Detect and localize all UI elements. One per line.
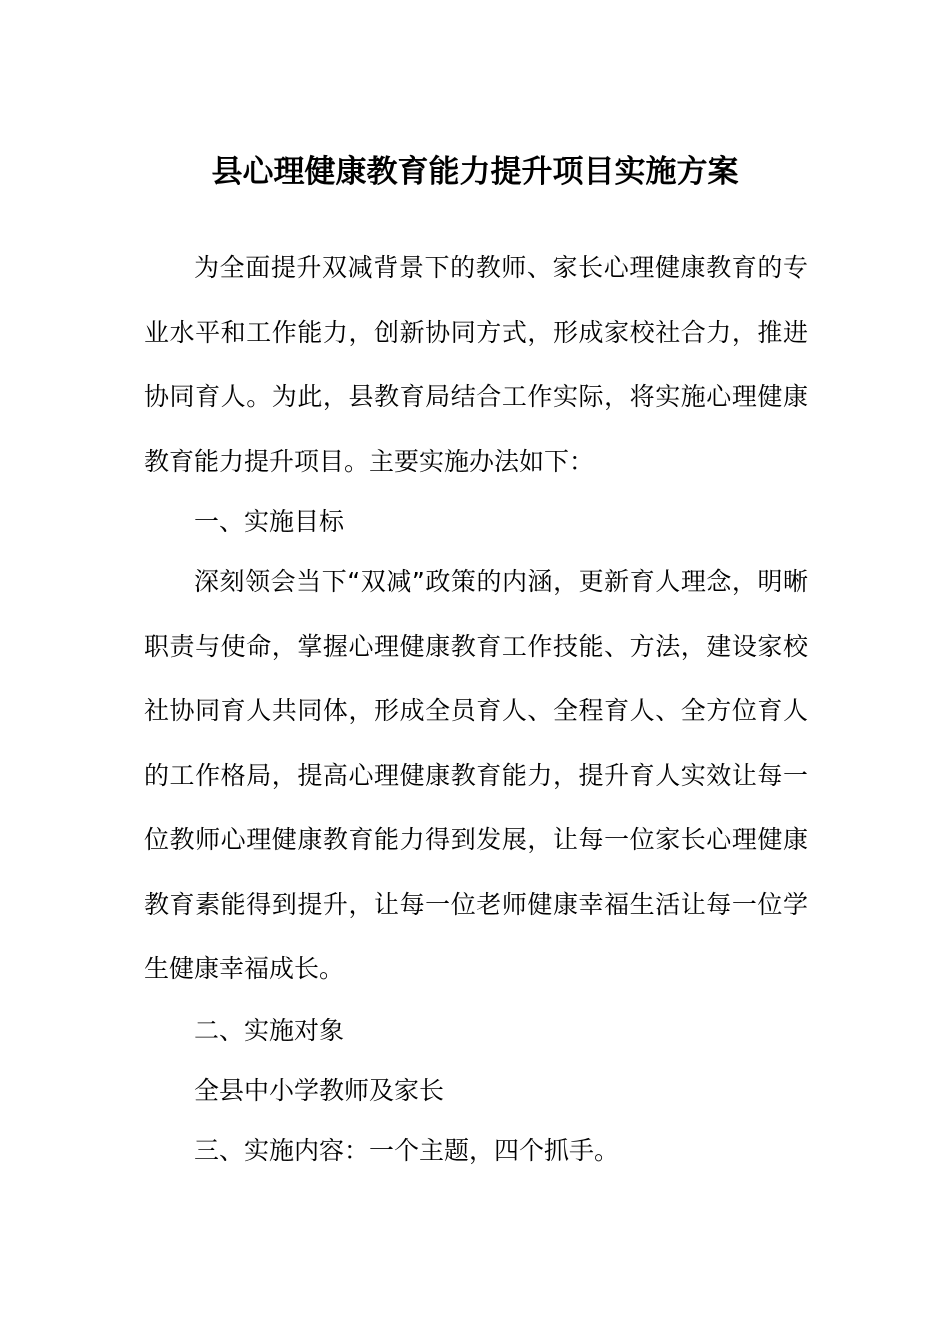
section-2-heading: 二、实施对象 xyxy=(194,1016,345,1045)
intro-paragraph: 为全面提升双减背景下的教师、家长心理健康教育的专业水平和工作能力，创新协同方式，形成家校社合力，推进协同育人。为此，县教育局结合工作实际，将实施心理健康教育能力提升项目。主要实施办法如下： xyxy=(144,253,808,476)
section-1-heading: 一、实施目标 xyxy=(194,507,345,536)
section-1-paragraph: 深刻领会当下“双减”政策的内涵，更新育人理念，明晰职责与使命，掌握心理健康教育工作技能、方法，建设家校社协同育人共同体，形成全员育人、全程育人、全方位育人的工作格局，提高心理健康教育能力，提升育人实效让每一位教师心理健康教育能力得到发展，让每一位家长心理健康教育素能得到提升，让每一位老师健康幸福生活让每一位学生健康幸福成长。 xyxy=(144,567,808,983)
section-3-heading: 三、实施内容：一个主题，四个抓手。 xyxy=(194,1136,620,1165)
section-2-paragraph: 全县中小学教师及家长 xyxy=(194,1076,445,1105)
document-title: 县心理健康教育能力提升项目实施方案 xyxy=(211,154,739,190)
